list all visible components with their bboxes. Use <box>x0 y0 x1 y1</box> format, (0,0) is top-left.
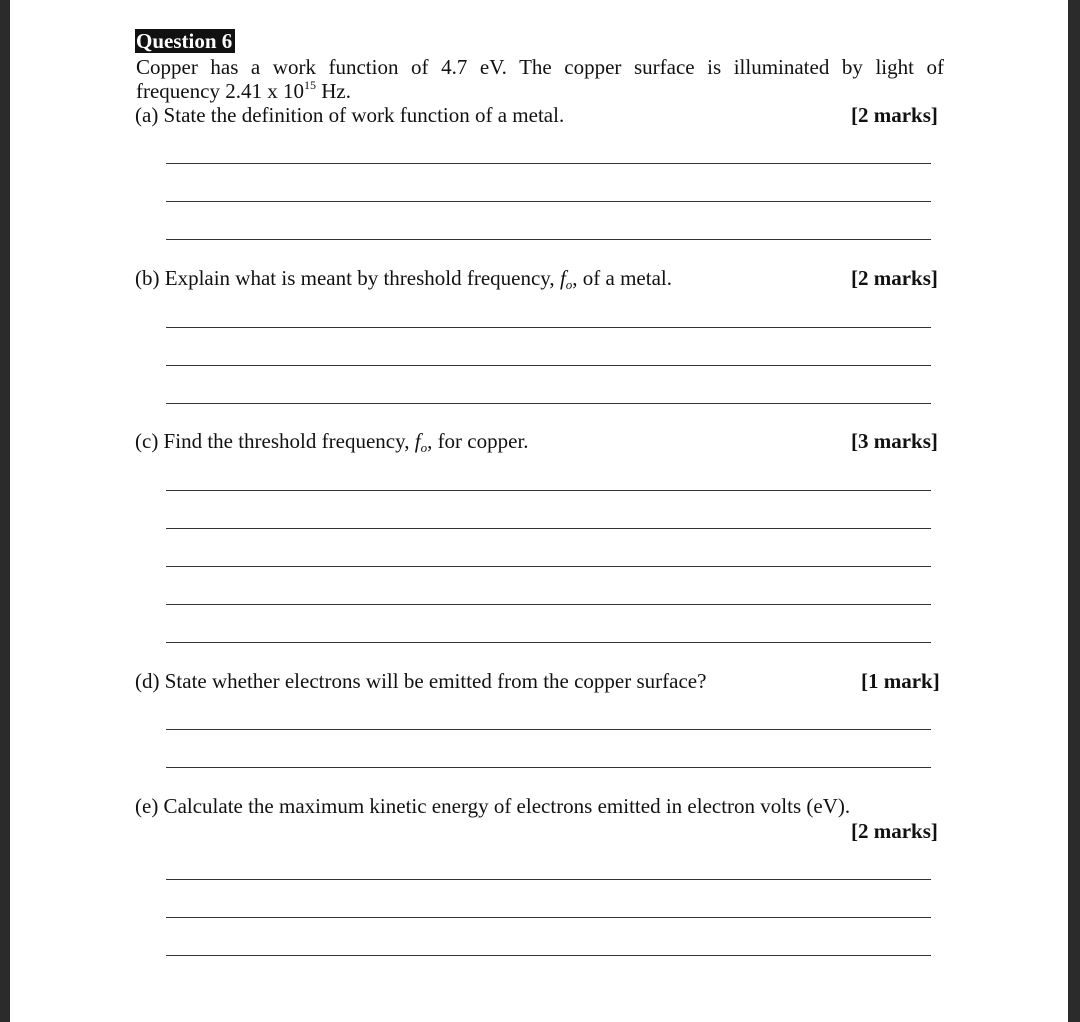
part-c-question <box>135 429 529 453</box>
answer-line[interactable] <box>166 327 931 328</box>
answer-line[interactable] <box>166 239 931 240</box>
answer-line[interactable] <box>166 163 931 164</box>
question-title: Question 6 <box>135 29 235 53</box>
part-d-marks: [1 mark] <box>861 669 940 693</box>
answer-line[interactable] <box>166 528 931 529</box>
threshold-frequency-symbol: f <box>414 429 421 453</box>
part-e-question: (e) Calculate the maximum kinetic energy of electrons emitted in electron volts (eV). <box>135 794 851 818</box>
answer-line[interactable] <box>166 604 931 605</box>
part-c-text: (c) Find the threshold frequency, <box>135 429 415 453</box>
part-b-question <box>135 266 672 290</box>
part-a-question: (a) State the definition of work function of a metal. <box>135 103 565 127</box>
part-b-marks: [2 marks] <box>851 266 938 290</box>
answer-line[interactable] <box>166 767 931 768</box>
intro-frequency-unit: Hz. <box>315 79 351 103</box>
part-d-question: (d) State whether electrons will be emitted from the copper surface? <box>135 669 707 693</box>
part-c-text-end: , for copper. <box>427 429 529 453</box>
part-c-marks: [3 marks] <box>851 429 938 453</box>
exam-page <box>10 0 1068 1022</box>
part-b-text-end: , of a metal. <box>572 266 672 290</box>
answer-line[interactable] <box>166 365 931 366</box>
subscript-letter: o <box>420 440 428 455</box>
part-e-marks: [2 marks] <box>851 819 938 843</box>
answer-line[interactable] <box>166 879 931 880</box>
subscript-letter: o <box>565 277 573 292</box>
intro-frequency-text: frequency 2.41 x 10 <box>136 79 304 103</box>
answer-line[interactable] <box>166 729 931 730</box>
answer-line[interactable] <box>166 642 931 643</box>
part-b-text: (b) Explain what is meant by threshold frequency, <box>135 266 560 290</box>
part-a-marks: [2 marks] <box>851 103 938 127</box>
answer-line[interactable] <box>166 403 931 404</box>
threshold-frequency-symbol: f <box>559 266 566 290</box>
answer-line[interactable] <box>166 955 931 956</box>
question-intro-line2 <box>136 79 351 103</box>
question-intro-line1: Copper has a work function of 4.7 eV. The copper surface is illuminated by light of <box>136 55 944 79</box>
answer-line[interactable] <box>166 566 931 567</box>
answer-line[interactable] <box>166 201 931 202</box>
answer-line[interactable] <box>166 917 931 918</box>
intro-frequency-exponent: 15 <box>303 78 316 92</box>
answer-line[interactable] <box>166 490 931 491</box>
